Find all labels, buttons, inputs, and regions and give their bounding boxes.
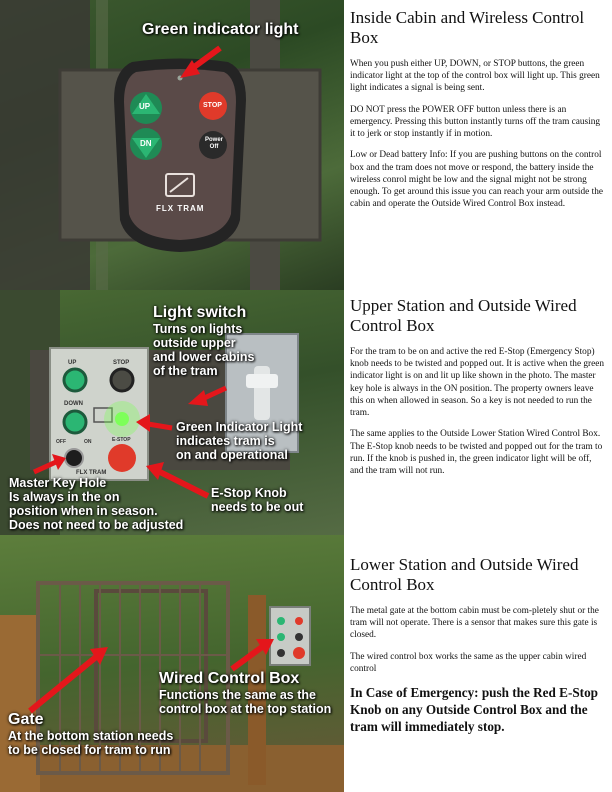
box-off-label: OFF (56, 439, 66, 445)
remote-brand-label: FLX TRAM (156, 204, 205, 213)
box-stop-label: STOP (113, 360, 130, 366)
section-paragraph: When you push either UP, DOWN, or STOP buttons, the green indicator light at the top of the control box will light up. This green light indicates a signal is being sent. (350, 58, 600, 94)
section-paragraph: DO NOT press the POWER OFF button unless there is an emergency. Pressing this button instantly turns off the tram causing it to jerk or stop instantly if in motion. (350, 104, 601, 140)
estop-line-2: needs to be out (211, 500, 304, 514)
green-indicator-line-2: indicates tram is (176, 434, 275, 448)
photo-upper-station-box (0, 290, 344, 535)
box-up-label: UP (68, 360, 77, 366)
box-on-label: ON (84, 439, 92, 445)
remote-power-off-label: Power Off (204, 137, 223, 150)
gate-desc-2: to be closed for tram to run (8, 742, 171, 757)
callout-green-indicator-light: Green indicator light (142, 21, 299, 38)
section-heading-inside-cabin: Inside Cabin and Wireless Control Box (350, 8, 585, 48)
wired-box-title: Wired Control Box (159, 670, 300, 687)
remote-up-label: UP (139, 102, 151, 111)
photo-lower-station-gate (0, 535, 344, 792)
section-upper-station (350, 296, 606, 486)
section-paragraph: The wired control box works the same as the upper cabin wired control (350, 651, 587, 674)
section-paragraph: Low or Dead battery Info: If you are pushing buttons on the control box and the tram does not move or respond, the battery inside the wireless conrol might be low and the signal might not be strong enough. To get around this issue you can reach your arm outside the cabin and operate the Outside Wired Control Box instead. (350, 150, 603, 210)
callout-estop-knob (211, 486, 303, 514)
section-paragraph: The same applies to the Outside Lower Station Wired Control Box. The E-Stop knob needs to be twisted and popped out for the tram to run. If the knob is pushed in, the green indicator light will be off, and the tram will not run. (350, 429, 603, 477)
master-key-line-2: Is always in the on (9, 490, 120, 504)
wired-box-desc-1: Functions the same as the (159, 687, 316, 702)
callout-gate (8, 711, 173, 757)
light-switch-desc-3: and lower cabins (153, 349, 255, 364)
estop-line-1: E-Stop Knob (211, 486, 287, 500)
remote-stop-label: STOP (203, 102, 222, 109)
callout-master-key-hole (9, 476, 183, 532)
section-paragraph: For the tram to be on and active the red E-Stop (Emergency Stop) knob needs to be twisted and popped out. It is active when the green indicator light is on and lit up like shown in the photo. The master key hole is always in the ON position. The property owners leave this on when allowed in season. So a key is not needed to run the tram. (350, 346, 605, 419)
emergency-notice: In Case of Emergency: push the Red E-Stop Knob on any Outside Control Box and the tram will immediately stop. (350, 685, 599, 735)
box-brand-label: FLX TRAM (76, 470, 107, 476)
callout-wired-control-box (159, 670, 331, 716)
section-inside-cabin (350, 8, 606, 220)
section-heading-lower-station: Lower Station and Outside Wired Control Box (350, 555, 579, 595)
section-lower-station (350, 555, 606, 745)
callout-green-indicator (176, 420, 302, 462)
remote-down-label: DN (140, 139, 152, 148)
box-estop-label: E-STOP (112, 437, 131, 443)
light-switch-desc-2: outside upper (153, 335, 236, 350)
section-heading-upper-station: Upper Station and Outside Wired Control Box (350, 296, 577, 336)
section-paragraph: The metal gate at the bottom cabin must be com-pletely shut or the tram will not operate. There is a sensor that makes sure this gate is closed. (350, 605, 599, 641)
master-key-line-1: Master Key Hole (9, 476, 107, 490)
gate-desc-1: At the bottom station needs (8, 728, 174, 743)
light-switch-desc-4: of the tram (153, 363, 218, 378)
photo-wireless-remote (0, 0, 344, 290)
green-indicator-line-1: Green Indicator Light (176, 420, 303, 434)
remote-illustration (0, 0, 344, 290)
light-switch-desc-1: Turns on lights (153, 321, 243, 336)
callout-light-switch (153, 304, 254, 378)
master-key-line-4: Does not need to be adjusted (9, 518, 184, 532)
green-indicator-line-3: on and operational (176, 448, 288, 462)
wired-box-desc-2: control box at the top station (159, 701, 332, 716)
master-key-line-3: position when in season. (9, 504, 158, 518)
gate-title: Gate (8, 711, 44, 728)
light-switch-title: Light switch (153, 304, 247, 321)
box-down-label: DOWN (64, 401, 83, 407)
